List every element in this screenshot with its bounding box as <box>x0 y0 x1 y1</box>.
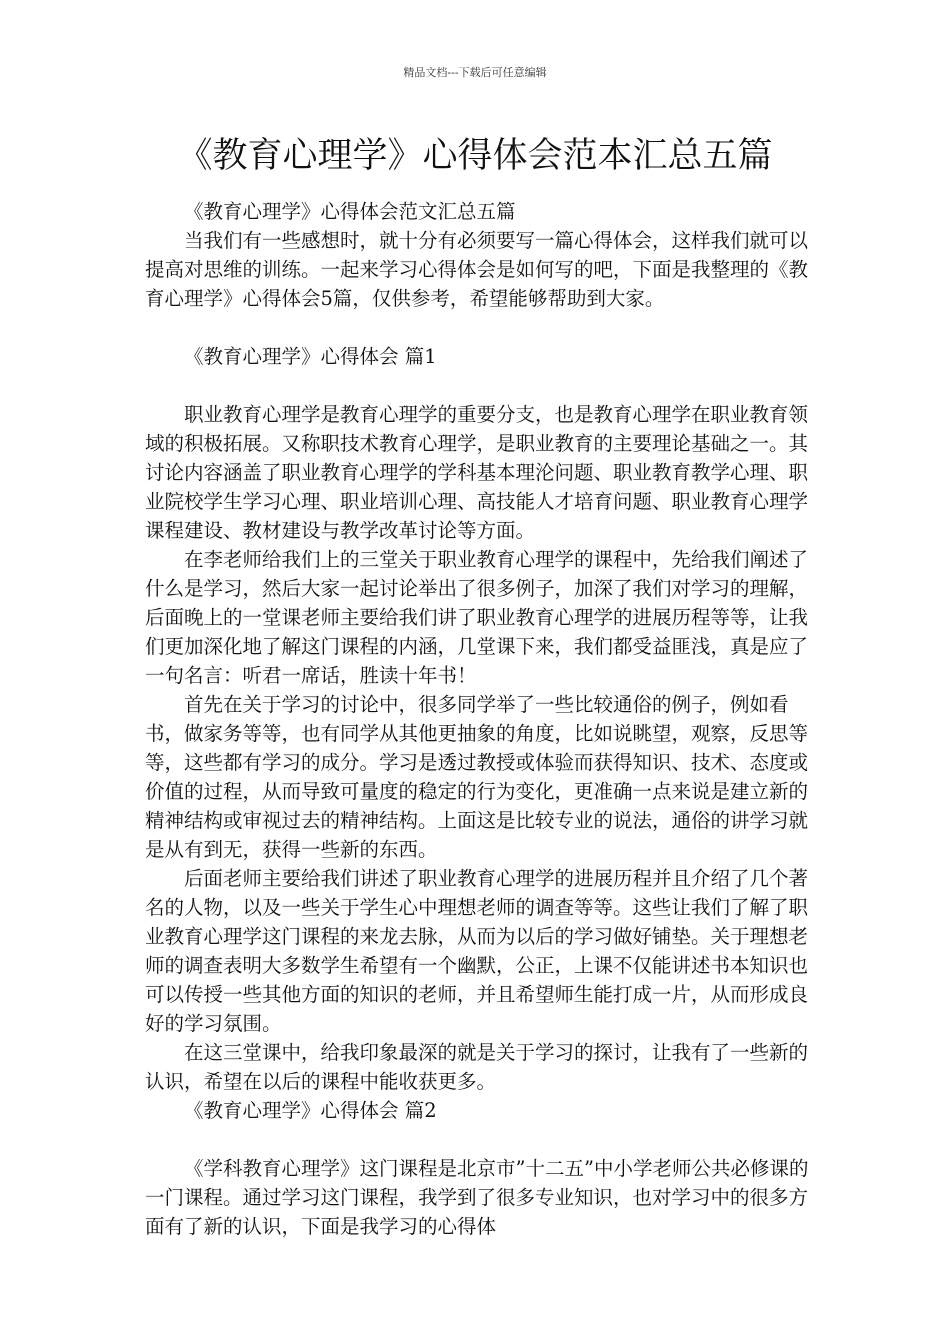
body-paragraph: 后面老师主要给我们讲述了职业教育心理学的进展历程并且介绍了几个著名的人物，以及一些关于学生心中理想老师的调查等等。这些让我们了解了职业教育心理学这门课程的来龙去脉，从而为以后的学习做好铺垫。关于理想老师的调查表明大多数学生希望有一个幽默，公正，上课不仅能讲述书本知识也可以传授一些其他方面的知识的老师，并且希望师生能打成一片，从而形成良好的学习氛围。 <box>145 867 809 1035</box>
document-title: 《教育心理学》心得体会范本汇总五篇 <box>177 136 773 176</box>
header-note: 精品文档---下载后可任意编辑 <box>403 66 547 79</box>
body-paragraph: 在李老师给我们上的三堂关于职业教育心理学的课程中，先给我们阐述了什么是学习，然后大家一起讨论举出了很多例子，加深了我们对学习的理解，后面晚上的一堂课老师主要给我们讲了职业教育心理学的进展历程等等，让我们更加深化地了解这门课程的内涵，几堂课下来，我们都受益匪浅，真是应了一句名言：听君一席话，胜读十年书！ <box>145 548 809 687</box>
section-heading-2: 《教育心理学》心得体会 篇2 <box>184 1099 437 1122</box>
body-paragraph: 《学科教育心理学》这门课程是北京市”十二五”中小学老师公共必修课的一门课程。通过学习这门课程，我学到了很多专业知识，也对学习中的很多方面有了新的认识，下面是我学习的心得体 <box>145 1157 809 1238</box>
subtitle-paragraph: 《教育心理学》心得体会范文汇总五篇 <box>184 200 516 223</box>
body-paragraph: 在这三堂课中，给我印象最深的就是关于学习的探讨，让我有了一些新的认识，希望在以后的课程中能收获更多。 <box>145 1041 809 1093</box>
intro-paragraph: 当我们有一些感想时，就十分有必须要写一篇心得体会，这样我们就可以提高对思维的训练。一起来学习心得体会是如何写的吧，下面是我整理的《教育心理学》心得体会5篇，仅供参考，希望能够帮助到大家。 <box>145 229 809 310</box>
body-paragraph: 首先在关于学习的讨论中，很多同学举了一些比较通俗的例子，例如看书，做家务等等，也有同学从其他更抽象的角度，比如说眺望，观察，反思等等，这些都有学习的成分。学习是透过教授或体验而获得知识、技术、态度或价值的过程，从而导致可量度的稳定的行为变化，更准确一点来说是建立新的精神结构或审视过去的精神结构。上面这是比较专业的说法，通俗的讲学习就是从有到无，获得一些新的东西。 <box>145 693 809 861</box>
body-paragraph: 职业教育心理学是教育心理学的重要分支，也是教育心理学在职业教育领域的积极拓展。又称职技术教育心理学，是职业教育的主要理论基础之一。其讨论内容涵盖了职业教育心理学的学科基本理沦问题、职业教育教学心理、职业院校学生学习心理、职业培训心理、高技能人才培育问题、职业教育心理学课程建设、教材建设与教学改革讨论等方面。 <box>145 403 809 542</box>
document-body <box>145 197 809 1241</box>
section-heading-1: 《教育心理学》心得体会 篇1 <box>184 345 437 368</box>
